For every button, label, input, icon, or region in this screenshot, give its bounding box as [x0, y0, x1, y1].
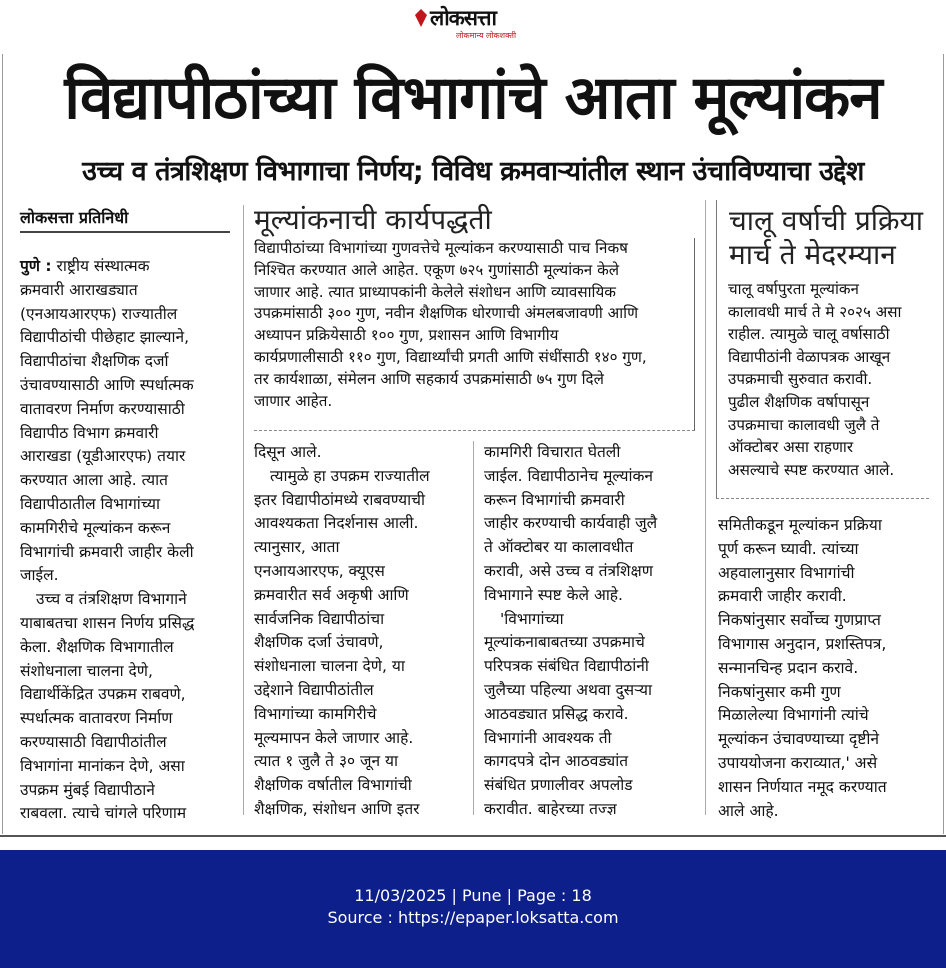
- text-line: सार्वजनिक विद्यापीठांचा: [254, 609, 385, 628]
- text-line: कामगिरी विचारात घेतली: [484, 443, 621, 461]
- text-line: विद्यापीठ विभाग क्रमवारी: [20, 423, 159, 442]
- text-line: करण्यासाठी विद्यापीठांतील: [20, 732, 167, 751]
- text-line: ते ऑक्टोबर या कालावधीत: [484, 538, 634, 557]
- column-divider: [473, 441, 474, 815]
- text-line: आठवड्यात प्रसिद्ध करावे.: [484, 704, 629, 723]
- footer-date-line: 11/03/2025 | Pune | Page : 18: [354, 886, 592, 905]
- text-line: कालावधी मार्च ते मे २०२५ असा: [728, 302, 902, 321]
- column-1: [20, 255, 232, 826]
- text-line: पुणे : राष्ट्रीय संस्थात्मक: [20, 257, 150, 275]
- text-line: करावीत. बाहेरच्या तज्ज्ञ: [484, 799, 617, 818]
- section-subtitle-current-year: मार्च ते मेदरम्यान: [729, 238, 896, 271]
- methodology-text: [254, 238, 694, 412]
- text-line: संशोधनाला चालना देणे,: [20, 661, 153, 680]
- text-line: त्यामुळे हा उपक्रम राज्यातील: [270, 466, 430, 485]
- text-line: पुढील शैक्षणिक वर्षापासून: [728, 392, 870, 411]
- section-title-methodology: मूल्यांकनाची कार्यपद्धती: [254, 203, 492, 236]
- text-line: उपाययोजना कराव्यात,' असे: [718, 753, 878, 772]
- current-year-text: [728, 278, 928, 481]
- text-line: मूल्यांकनाबाबतच्या उपक्रमाचे: [484, 633, 645, 652]
- text-line: निश्चित करण्यात आले आहेत. एकूण ७२५ गुणांसाठी मूल्यांकन केले: [254, 260, 620, 279]
- logo-mark-icon: [414, 9, 428, 27]
- text-line: विभागांनी आवश्यक ती: [484, 728, 612, 747]
- text-line: जुलैच्या पहिल्या अथवा दुसऱ्या: [484, 680, 652, 699]
- text-line: विभागांच्या कामगिरीचे: [254, 704, 377, 723]
- column-3: [484, 441, 698, 822]
- text-line: शासन निर्णयात नमूद करण्यात: [718, 777, 887, 796]
- text-line: निकषांनुसार कमी गुण: [718, 682, 841, 701]
- text-line: आवश्यकता निदर्शनास आली.: [254, 514, 419, 533]
- text-line: त्यानुसार, आता: [254, 538, 340, 557]
- text-line: उद्देशाने विद्यापीठांतील: [254, 680, 374, 699]
- text-line: जाईल. विद्यापीठानेच मूल्यांकन: [484, 466, 653, 485]
- text-line: उपक्रम मुंबई विद्यापीठाने: [20, 780, 155, 799]
- logo-text: लोकसत्ता: [430, 6, 496, 30]
- text-line: उपक्रमाचा कालावधी जुलै ते: [728, 415, 880, 434]
- text-line: (एनआयआरएफ) राज्यातील: [20, 304, 178, 323]
- column-4: [718, 514, 928, 823]
- text-line: इतर विद्यापीठांमध्ये राबवण्याची: [254, 490, 426, 509]
- text-line: पूर्ण करून घ्यावी. त्यांच्या: [718, 539, 859, 558]
- text-line: करण्यात आला आहे. त्यात: [20, 471, 168, 490]
- loksatta-logo: [414, 4, 538, 44]
- text-line: याबाबतचा शासन निर्णय प्रसिद्ध: [20, 613, 195, 632]
- text-line: अध्यापन प्रक्रियेसाठी १०० गुण, प्रशासन आणि विभागीय: [254, 326, 559, 345]
- text-line: विद्यापीठांचा शैक्षणिक दर्जा: [20, 352, 169, 371]
- text-line: तर कार्यशाळा, संमेलन आणि सहकार्य उपक्रमांसाठी ७५ गुण दिले: [254, 369, 604, 388]
- text-line: उंचावण्यासाठी आणि स्पर्धात्मक: [20, 375, 194, 394]
- text-line: विद्यापीठांच्या विभागांच्या गुणवत्तेचे मूल्यांकन करण्यासाठी पाच निकष: [254, 239, 628, 257]
- text-line: संशोधनाला चालना देणे, या: [254, 657, 405, 676]
- text-line: उपक्रमांसाठी ३०० गुण, नवीन शैक्षणिक धोरणाची अंमलबजावणी आणि: [254, 304, 639, 323]
- text-line: जाहीर करण्याची कार्यवाही जुलै: [484, 514, 658, 533]
- text-line: करावी, असे उच्च व तंत्रशिक्षण: [484, 561, 653, 580]
- text-line: करून विभागांची क्रमवारी: [484, 490, 625, 509]
- text-line: समितीकडून मूल्यांकन प्रक्रिया: [718, 516, 882, 534]
- text-line: अहवालानुसार विभागांची: [718, 563, 855, 582]
- text-line: विभागाने स्पष्ट केले आहे.: [484, 585, 623, 604]
- text-line: केला. शैक्षणिक विभागातील: [20, 637, 174, 656]
- text-line: विभागास अनुदान, प्रशस्तिपत्र,: [718, 634, 887, 653]
- text-line: जाईल.: [20, 566, 59, 585]
- headline: विद्यापीठांच्या विभागांचे आता मूल्यांकन: [64, 63, 882, 133]
- footer-bar: [0, 850, 946, 968]
- text-line: ऑक्टोबर असा राहणार: [728, 438, 854, 457]
- text-line: उपक्रमाची सुरुवात करावी.: [728, 370, 873, 389]
- text-line: त्यात १ जुलै ते ३० जून या: [254, 752, 399, 771]
- text-line: विद्यापीठांची पीछेहाट झाल्याने,: [20, 328, 190, 347]
- text-line: कामगिरीचे मूल्यांकन करून: [20, 518, 171, 537]
- text-line: मूल्यमापन केले जाणार आहे.: [254, 728, 414, 747]
- text-line: उच्च व तंत्रशिक्षण विभागाने: [36, 590, 187, 609]
- column-divider: [243, 205, 244, 815]
- text-line: संबंधित प्रणालीवर अपलोड: [484, 776, 633, 795]
- text-line: विद्यापीठातील विभागांच्या: [20, 494, 160, 513]
- text-line: आले आहे.: [718, 801, 779, 820]
- text-line: सन्मानचिन्ह प्रदान करावे.: [718, 658, 859, 677]
- text-line: विद्यापीठांनी वेळापत्रक आखून: [728, 347, 891, 366]
- text-line: परिपत्रक संबंधित विद्यापीठांनी: [484, 657, 649, 676]
- text-line: मिळालेल्या विभागांनी त्यांचे: [718, 706, 869, 725]
- text-line: जाणार आहे. त्यात प्राध्यापकांनी केलेले संशोधन आणि व्यावसायिक: [254, 282, 616, 301]
- section-title-current-year: चालू वर्षाची प्रक्रिया: [729, 204, 924, 237]
- text-line: दिसून आले.: [254, 443, 322, 461]
- subheadline: उच्च व तंत्रशिक्षण विभागाचा निर्णय; विविध क्रमवाऱ्यांतील स्थान उंचाविण्याचा उद्देश: [82, 156, 864, 187]
- text-line: शैक्षणिक दर्जा उंचावणे,: [254, 633, 384, 652]
- text-line: जाणार आहेत.: [254, 391, 333, 410]
- bottom-rule: [0, 835, 946, 837]
- text-line: कागदपत्रे दोन आठवड्यांत: [484, 752, 629, 771]
- methodology-box: [254, 238, 695, 431]
- column-divider: [705, 200, 706, 815]
- text-line: 'विभागांच्या: [500, 609, 564, 628]
- text-line: क्रमवारी जाहीर करावी.: [718, 587, 847, 606]
- text-line: कार्यप्रणालीसाठी ११० गुण, विद्यार्थ्यांची प्रगती आणि संधींसाठी १४० गुण,: [254, 347, 647, 366]
- text-line: वातावरण निर्माण करण्यासाठी: [20, 399, 185, 418]
- text-line: स्पर्धात्मक वातावरण निर्माण: [20, 709, 173, 728]
- text-line: राहील. त्यामुळे चालू वर्षासाठी: [728, 325, 890, 344]
- text-line: विभागांची क्रमवारी जाहीर केली: [20, 542, 194, 561]
- text-line: क्रमवारीत सर्व अकृषी आणि: [254, 585, 409, 604]
- text-line: चालू वर्षापुरता मूल्यांकन: [728, 280, 859, 298]
- logo-tagline: लोकमान्य लोकशक्ती: [456, 31, 517, 40]
- masthead: [0, 0, 946, 52]
- text-line: असल्याचे स्पष्ट करण्यात आले.: [728, 460, 895, 479]
- text-line: निकषांनुसार सर्वोच्च गुणप्राप्त: [718, 611, 881, 630]
- text-line: शैक्षणिक, संशोधन आणि इतर: [254, 799, 420, 818]
- footer-source-link[interactable]: Source : https://epaper.loksatta.com: [327, 908, 619, 927]
- byline: लोकसत्ता प्रतिनिधी: [20, 205, 230, 233]
- text-line: आराखडा (यूडीआरएफ) तयार: [20, 447, 186, 466]
- text-line: मूल्यांकन उंचावण्याच्या दृष्टीने: [718, 730, 880, 749]
- text-line: क्रमवारी आराखड्यात: [20, 280, 138, 299]
- column-2: [254, 441, 464, 822]
- text-line: शैक्षणिक वर्षातील विभागांची: [254, 776, 412, 795]
- text-line: विभागांना मानांकन देणे, असा: [20, 756, 185, 775]
- text-line: विद्यार्थीकेंद्रित उपक्रम राबवणे,: [20, 685, 186, 704]
- text-line: एनआयआरएफ, क्यूएस: [254, 561, 385, 580]
- text-line: राबवला. त्याचे चांगले परिणाम: [20, 804, 187, 823]
